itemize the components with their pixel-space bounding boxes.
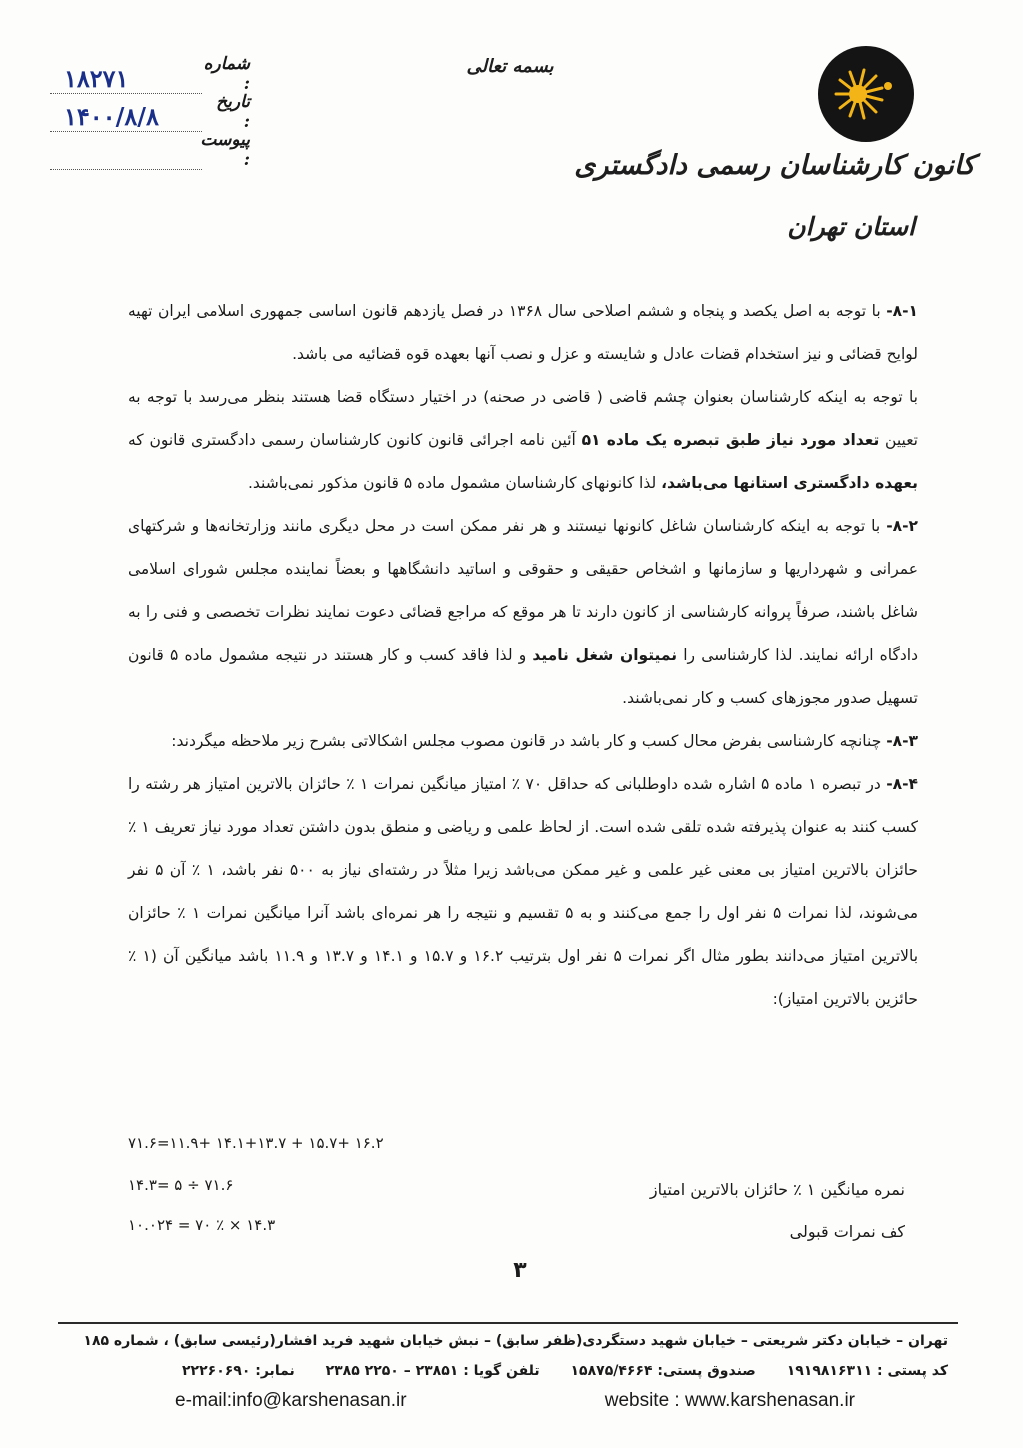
clause-number: ۸-۳-	[886, 732, 918, 750]
fax-number: نمابر: ۲۲۲۶۰۶۹۰	[182, 1363, 295, 1379]
organization-province: استان تهران	[787, 212, 915, 241]
paragraph-8-3: ۸-۳- چنانچه کارشناسی بفرض محال کسب و کار باشد در قانون مصوب مجلس اشکالاتی بشرح زیر ملاحظه میگردند:	[171, 732, 918, 750]
footer-divider	[58, 1322, 958, 1324]
paragraph-8-2: ۸-۲- با توجه به اینکه کارشناسان شاغل کانونها نیستند و هر نفر ممکن است در محل دیگری مانند وزارتخانه‌ها و شرکتهای عمرانی و شهرداریها و سازمانها و اشخاص حقیقی و حقوقی و اساتید دانشگاهها و بعضاً نماینده مجلس شورای اسلامی شاغل باشند، صرفاً پروانه کارشناسی از کانون دارند تا هر موقع که مراجع قضائی دعوت نمایند نظرات تخصصی و فنی را به دادگاه ارائه نمایند. لذا کارشناسی را نمیتوان شغل نامید و لذا فاقد کسب و کار هستند در نتیجه مشمول ماده ۵ قانون تسهیل صدور مجوزهای کسب و کار نمی‌باشند.	[128, 517, 918, 707]
footer-web	[175, 1390, 855, 1412]
letter-number-row	[50, 56, 250, 94]
letter-attachment-row	[50, 132, 250, 170]
average-equation: ۷۱.۶ ÷ ۵ =۱۴.۳	[128, 1176, 234, 1194]
phone-number: تلفن گویا : ۲۳۸۵۱ – ۲۲۵۰ ۲۳۸۵	[325, 1363, 540, 1379]
letter-date: ۱۴۰۰/۸/۸	[64, 102, 159, 131]
threshold-label: کف نمرات قبولی	[789, 1222, 905, 1241]
organization-logo	[818, 46, 914, 142]
letter-meta	[50, 56, 250, 170]
letter-body	[128, 290, 918, 1021]
threshold-equation: ۱۴.۳ × ٪ ۷۰ = ۱۰.۰۲۴	[128, 1216, 276, 1234]
sun-emblem-icon	[818, 46, 914, 142]
paragraph-experts-eye: با توجه به اینکه کارشناسان بعنوان چشم قاضی ( قاضی در صحنه) در اختیار دستگاه قضا هستند بنظر می‌رسد با توجه به تعیین تعداد مورد نیاز طبق تبصره یک ماده ۵۱ آئین نامه اجرائی قانون کانون کارشناسان رسمی دادگستری قانون که بعهده دادگستری استانها می‌باشد، لذا کانونهای کارشناسان مشمول ماده ۵ قانون مذکور نمی‌باشند.	[128, 388, 919, 492]
clause-number: ۸-۴-	[886, 775, 918, 793]
basmala-heading: بسمه تعالی	[466, 56, 554, 77]
footer-address: تهران – خیابان دکتر شریعتی – خیابان شهید دستگردی(ظفر سابق) – نبش خیابان شهید فرید افشار(رئیسی سابق) ، شماره ۱۸۵	[83, 1333, 948, 1349]
organization-name: کانون کارشناسان رسمی دادگستری	[574, 150, 975, 181]
email-link[interactable]: e-mail:info@karshenasan.ir	[175, 1390, 407, 1411]
sum-equation: ۱۶.۲ +۱۵.۷ + ۱۴.۱+۱۳.۷ +۱۱.۹=۷۱.۶	[128, 1134, 384, 1152]
po-box: صندوق پستی: ۱۵۸۷۵/۴۶۶۴	[570, 1363, 756, 1379]
page-number: ۳	[513, 1258, 527, 1283]
postal-code: کد پستی : ۱۹۱۹۸۱۶۳۱۱	[786, 1363, 948, 1379]
clause-number: ۸-۱-	[886, 302, 918, 320]
average-label: نمره میانگین ۱ ٪ حائزان بالاترین امتیاز	[649, 1180, 905, 1199]
letter-number: ۱۸۲۷۱	[64, 64, 129, 93]
website-link[interactable]: website : www.karshenasan.ir	[604, 1390, 855, 1411]
paragraph-8-4: ۸-۴- در تبصره ۱ ماده ۵ اشاره شده داوطلبانی که حداقل ۷۰ ٪ امتیاز میانگین نمرات ۱ ٪ حائزان بالاترین امتیاز هر رشته را کسب کنند به عنوان پذیرفته شده تلقی شده است. از لحاظ علمی و ریاضی و منطق بدون داشتن تعداد مورد نیاز تعریف ۱ ٪ حائزان بالاترین امتیاز بی معنی غیر علمی و غیر ممکن می‌باشد زیرا مثلاً در رشته‌ای نیاز به ۵۰۰ نفر باشد، ۱ ٪ آن ۵ نفر می‌شوند، لذا نمرات ۵ نفر اول را جمع می‌کنند و به ۵ تقسیم و نتیجه را هر نمره‌ای باشد آنرا میانگین نمرات ۱ ٪ حائزان بالاترین امتیاز می‌دانند بطور مثال اگر نمرات ۵ نفر اول بترتیب ۱۶.۲ و ۱۵.۷ و ۱۴.۱ و ۱۳.۷ و ۱۱.۹ باشد میانگین آن (۱ ٪ حائزین بالاترین امتیاز):	[128, 775, 919, 1008]
paragraph-8-1: ۸-۱- با توجه به اصل یکصد و پنجاه و ششم اصلاحی سال ۱۳۶۸ در فصل یازدهم قانون اساسی جمهوری اسلامی ایران تهیه لوایح قضائی و نیز استخدام قضات عادل و شایسته و عزل و نصب آنها بعهده قوه قضائیه می باشد.	[128, 302, 918, 363]
letter-date-row	[50, 94, 250, 132]
attachment-label: پیوست :	[200, 130, 250, 170]
number-label: شماره :	[203, 54, 250, 94]
clause-number: ۸-۲-	[886, 517, 918, 535]
date-label: تاریخ :	[216, 92, 250, 132]
footer-contacts	[156, 1363, 948, 1379]
